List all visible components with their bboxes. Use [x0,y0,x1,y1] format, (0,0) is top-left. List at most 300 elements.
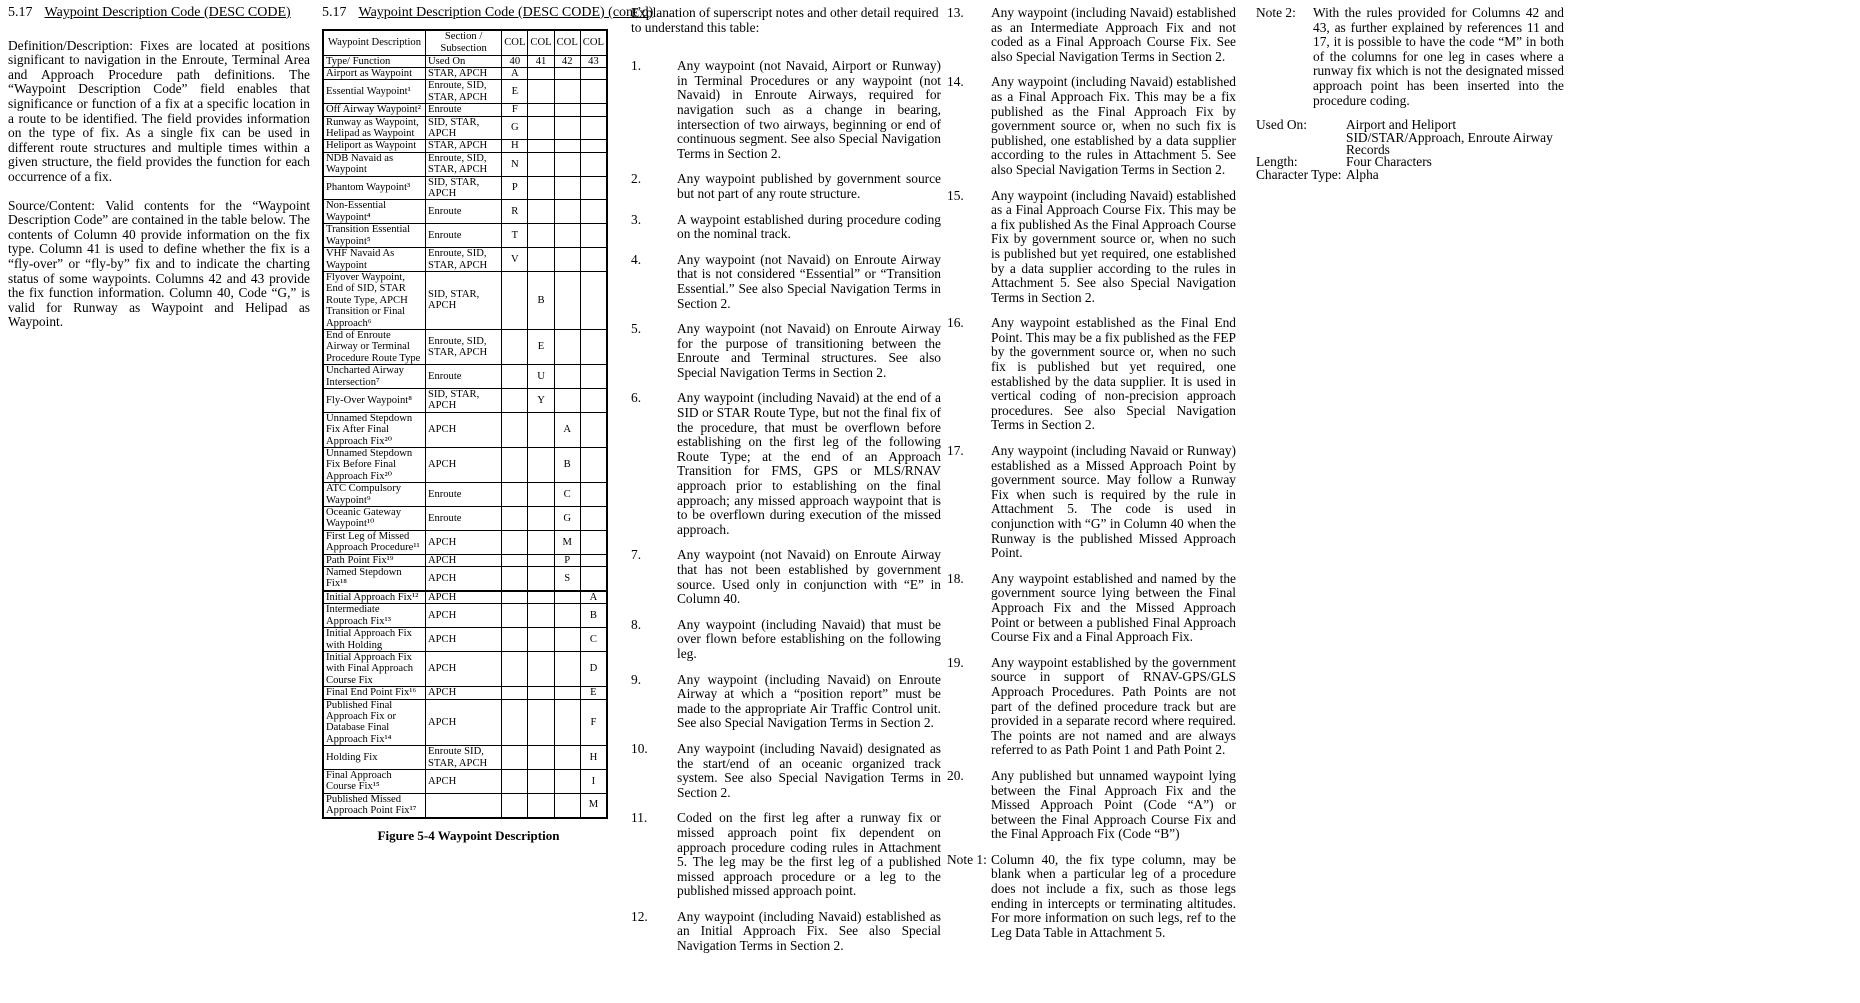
cell-col-41 [528,248,554,272]
cell-section: SID, STAR, APCH [425,116,501,140]
cell-col-43 [580,388,607,412]
cell-col-43 [580,68,607,80]
cell-col-42 [554,365,580,389]
table-row [323,507,607,531]
note-text: Any waypoint (not Navaid, Airport or Runway) in Terminal Procedures or any waypoint (not Navaid) in Enroute Airways, required for navigation such as a change in bearing, intersection of two airways, beginning or end of continuous segment. See also Special Navigation Terms in Section 2. [677,58,941,161]
note-2-label: Note 2: [1256,5,1296,20]
note-text: Any waypoint (including Navaid) on Enroute Airway at which a “position report” must be made to the appropriate Air Traffic Control unit. See also Special Navigation Terms in Section 2. [677,671,941,731]
note-number: 11. [631,810,648,826]
note-number: 18. [947,570,964,586]
cell-description: Unnamed Stepdown Fix Before Final Approach Fix²⁰ [323,448,425,483]
cell-col-40 [502,651,528,686]
note-item [631,548,941,606]
cell-section: Enroute [425,104,501,116]
table-row [323,140,607,152]
cell-col-41: U [528,365,554,389]
cell-col-40 [502,271,528,329]
section-title-cont: Waypoint Description Code (DESC CODE) (cont’d) [358,5,654,20]
note-text: Any waypoint (including Navaid) designated as the start/end of an oceanic organized track system. See also Special Navigation Terms in Section 2. [677,740,941,800]
cell-col-42 [554,628,580,652]
note-number: 20. [947,767,964,783]
note-item [947,572,1236,645]
table-row [323,554,607,566]
cell-col-40 [502,365,528,389]
cell-col-42 [554,591,580,604]
note-item [631,172,941,201]
note-number: 14. [947,74,964,90]
subheader-41: 41 [528,55,554,67]
table-row [323,567,607,591]
table-subheader-row [323,55,607,67]
cell-col-41 [528,152,554,176]
cell-col-40 [502,388,528,412]
cell-col-42: B [554,448,580,483]
cell-col-40 [502,530,528,554]
cell-col-40: F [502,104,528,116]
cell-description: Initial Approach Fix with Final Approach Course Fix [323,651,425,686]
table-body [323,68,607,818]
cell-col-42: P [554,554,580,566]
cell-description: Holding Fix [323,746,425,770]
table-row [323,591,607,604]
cell-col-41: Y [528,388,554,412]
cell-col-40 [502,591,528,604]
cell-section: Enroute, SID, STAR, APCH [425,80,501,104]
cell-col-42 [554,152,580,176]
cell-description: Essential Waypoint¹ [323,80,425,104]
explanation-text: Explanation of superscript notes and other detail required to understand this table: [631,5,939,35]
note-item [631,391,941,537]
cell-section: APCH [425,769,501,793]
table-column [322,5,654,843]
cell-col-41 [528,687,554,699]
cell-col-42 [554,80,580,104]
note-item [631,910,941,954]
length-label: Length: [1256,154,1298,170]
cell-col-42 [554,140,580,152]
cell-col-42 [554,699,580,746]
cell-description: Unnamed Stepdown Fix After Final Approach Fix²⁰ [323,412,425,447]
note-item [947,769,1236,842]
note-number: 12. [631,908,648,924]
cell-section: SID, STAR, APCH [425,388,501,412]
notes-column-3 [1256,6,1564,181]
table-row [323,769,607,793]
cell-col-43: A [580,591,607,604]
cell-description: Heliport as Waypoint [323,140,425,152]
table-row [323,200,607,224]
cell-col-41: E [528,329,554,364]
used-on-value: Airport and Heliport SID/STAR/Approach, Enroute Airway Records [1346,117,1553,157]
cell-section: Enroute [425,483,501,507]
cell-col-41 [528,448,554,483]
cell-col-41 [528,483,554,507]
cell-col-42 [554,116,580,140]
cell-section: Enroute [425,200,501,224]
cell-col-43 [580,329,607,364]
cell-col-40: A [502,68,528,80]
note-item [631,322,941,380]
cell-col-42 [554,604,580,628]
cell-description: NDB Navaid as Waypoint [323,152,425,176]
table-row [323,628,607,652]
note-item [947,75,1236,177]
note-text: Column 40, the fix type column, may be blank when a particular leg of a procedure does not include a fix, such as those legs ending in intercepts or terminating altitudes. For more information on such legs, ref to the Leg Data Table in Attachment 5. [991,851,1236,940]
cell-section: Enroute SID, STAR, APCH [425,746,501,770]
cell-section: APCH [425,567,501,591]
cell-description: Path Point Fix¹⁹ [323,554,425,566]
cell-col-43 [580,271,607,329]
cell-col-43: D [580,651,607,686]
note-number: 19. [947,654,964,670]
cell-col-43 [580,412,607,447]
cell-col-40: P [502,176,528,200]
cell-col-42 [554,68,580,80]
cell-section: Enroute, SID, STAR, APCH [425,152,501,176]
section-title: Waypoint Description Code (DESC CODE) [44,5,291,20]
cell-col-43 [580,152,607,176]
cell-col-43 [580,140,607,152]
table-row [323,104,607,116]
cell-col-40 [502,604,528,628]
cell-col-41 [528,104,554,116]
cell-description: Fly-Over Waypoint⁸ [323,388,425,412]
cell-col-41 [528,567,554,591]
note-text: Any waypoint (not Navaid) on Enroute Airway that has not been established by government source. Used only in conjunction with “E” in Column 40. [677,547,941,607]
note-text: Any waypoint published by government source but not part of any route structure. [677,171,941,201]
note-number: 6. [631,390,642,406]
table-row [323,651,607,686]
section-number: 5.17 [8,5,33,20]
cell-col-40 [502,507,528,531]
cell-col-41 [528,604,554,628]
header-col-41: COL [528,30,554,56]
cell-col-43: F [580,699,607,746]
cell-col-41 [528,793,554,817]
cell-col-40: N [502,152,528,176]
cell-description: Non-Essential Waypoint⁴ [323,200,425,224]
source-text: Source/Content: Valid contents for the “Waypoint Description Code” are contained in the table below. The contents of Column 40 provide information on the fix type. Column 41 is used to define whether the fix is a “fly-over” or “fly-by” fix and to indicate the charting status of some waypoints. Columns 42 and 43 provide the fix function information. Column 40, Code “G,” is valid for Runway as Waypoint and Helipad as Waypoint. [8,197,310,330]
cell-col-41 [528,651,554,686]
note-text: Any waypoint established by the government source in support of RNAV-GPS/GLS Approach Procedures. Path Points are not part of the defined procedure track but are provided in a separate record where required. The points are not named and are always referred to as Path Point 1 and Path Point 2. [991,654,1236,758]
cell-description: Published Missed Approach Point Fix¹⁷ [323,793,425,817]
section-number-cont: 5.17 [322,5,347,20]
note-text: Any waypoint (including Navaid) established as an Initial Approach Fix. See also Special Navigation Terms in Section 2. [677,908,941,954]
cell-section: APCH [425,448,501,483]
cell-col-41 [528,176,554,200]
cell-col-41 [528,140,554,152]
note-item [631,673,941,731]
cell-description: Published Final Approach Fix or Database Final Approach Fix¹⁴ [323,699,425,746]
cell-col-42 [554,769,580,793]
cell-col-40: V [502,248,528,272]
cell-description: VHF Navaid As Waypoint [323,248,425,272]
cell-section: STAR, APCH [425,140,501,152]
cell-col-42 [554,746,580,770]
cell-col-43 [580,530,607,554]
cell-section: APCH [425,687,501,699]
cell-col-42: M [554,530,580,554]
cell-description: End of Enroute Airway or Terminal Procedure Route Type [323,329,425,364]
note-item [947,444,1236,561]
cell-col-41 [528,68,554,80]
field-info [1256,119,1564,181]
note-text: Any waypoint (not Navaid) on Enroute Airway for the purpose of transitioning between the Enroute and Terminal structures. See also Special Navigation Terms in Section 2. [677,321,941,380]
table-row [323,530,607,554]
cell-section: APCH [425,591,501,604]
note-text: Any waypoint (not Navaid) on Enroute Airway that is not considered “Essential” or “Transition Essential.” See also Special Navigation Terms in Section 2. [677,251,941,311]
cell-col-42 [554,271,580,329]
header-col-40: COL [502,30,528,56]
cell-description: Intermediate Approach Fix¹³ [323,604,425,628]
cell-col-41 [528,224,554,248]
note-text: Any waypoint established and named by the government source lying between the Final Approach Fix and the Missed Approach Point or between a published Final Approach Course Fix and a Final Approach Fix. [991,570,1236,645]
cell-col-43 [580,200,607,224]
note-text: Any waypoint (including Navaid) established as a Final Approach Fix. This may be a fix published as the Final Approach Fix by government source or, when no such fix is published, one established by a data supplier according to the rules in Attachment 5. See also Special Navigation Terms in Section 2. [991,74,1236,177]
cell-col-40 [502,329,528,364]
table-row [323,746,607,770]
note-text: Any waypoint (including Navaid) established as an Intermediate Approach Fix and not coded as a Final Approach Course Fix. See also Special Navigation Terms in Section 2. [991,5,1236,64]
cell-col-40: H [502,140,528,152]
cell-col-41 [528,746,554,770]
note-number: 7. [631,547,642,563]
cell-col-42 [554,104,580,116]
cell-col-43: B [580,604,607,628]
subheader-40: 40 [502,55,528,67]
table-row [323,793,607,817]
cell-col-42 [554,651,580,686]
char-type-label: Character Type: [1256,166,1342,182]
cell-col-40 [502,746,528,770]
cell-section: APCH [425,651,501,686]
cell-col-41 [528,507,554,531]
cell-section: Enroute [425,365,501,389]
cell-col-40: E [502,80,528,104]
cell-section: STAR, APCH [425,68,501,80]
cell-section: SID, STAR, APCH [425,176,501,200]
cell-col-42 [554,793,580,817]
note-number: 3. [631,211,642,227]
char-type-value: Alpha [1346,166,1379,182]
cell-col-40: R [502,200,528,224]
note-number: 17. [947,443,964,459]
cell-col-41 [528,554,554,566]
cell-col-43: M [580,793,607,817]
table-row [323,412,607,447]
cell-col-43 [580,224,607,248]
note-item [631,253,941,311]
cell-description: Flyover Waypoint, End of SID, STAR Route Type, APCH Transition or Final Approach⁶ [323,271,425,329]
cell-description: Off Airway Waypoint² [323,104,425,116]
section-heading-cont [322,5,654,21]
note-text: Coded on the first leg after a runway fix or missed approach point fix dependent on approach procedure coding rules in Attachment 5. The leg may be the first leg of a published missed approach procedure or a leg to the published missed approach point. [677,810,941,899]
cell-description: First Leg of Missed Approach Procedure¹¹ [323,530,425,554]
length-value: Four Characters [1346,154,1432,170]
note-text: Any waypoint (including Navaid) established as a Final Approach Course Fix. This may be a fix published As the Final Approach Course Fix by government source or, when no such is published but yet required, one established by a data supplier according to the rules in Attachment 5. See also Special Navigation Terms in Section 2. [991,187,1236,305]
table-row [323,176,607,200]
table-row [323,152,607,176]
cell-col-40 [502,448,528,483]
cell-col-40: G [502,116,528,140]
note-text: Any published but unnamed waypoint lying between the Final Approach Fix and the Missed Approach Point (Code “A”) or between the Final Approach Course Fix and the Final Approach Fix (Code “B”) [991,767,1236,842]
note-number: 4. [631,251,642,267]
cell-col-40 [502,412,528,447]
subheader-used-on: Used On [425,55,501,67]
cell-col-43 [580,554,607,566]
cell-col-43: E [580,687,607,699]
waypoint-description-table [322,29,608,819]
cell-col-43 [580,448,607,483]
table-row [323,68,607,80]
cell-col-42 [554,329,580,364]
cell-col-40 [502,699,528,746]
table-row [323,687,607,699]
note-text: Any waypoint (including Navaid) at the end of a SID or STAR Route Type, but not the final fix of the procedure, that must be overflown before establishing on the first leg of the following Route Type; at the end of an Approach Transition for FMS, GPS or MLS/RNAV approach prior to establishing on the final approach; any missed approach waypoint that is to be overflown during execution of the missed approach. [677,390,941,537]
cell-description: Runway as Waypoint, Helipad as Waypoint [323,116,425,140]
cell-description: ATC Compulsory Waypoint⁹ [323,483,425,507]
cell-section [425,793,501,817]
header-col-42: COL [554,30,580,56]
cell-col-42 [554,388,580,412]
note-item [947,6,1236,64]
cell-description: Oceanic Gateway Waypoint¹⁰ [323,507,425,531]
note-item [947,316,1236,433]
table-row [323,224,607,248]
note-number: 16. [947,315,964,331]
notes-column-2 [947,6,1236,951]
cell-section: Enroute, SID, STAR, APCH [425,329,501,364]
table-row [323,365,607,389]
cell-col-41 [528,116,554,140]
definition-text: Definition/Description: Fixes are located at positions significant to navigation in the Enroute, Terminal Area and Approach Procedure path definitions. The “Waypoint Description Code” field enables that significance or function of a fix at a specific location in a route to be identified. The field provides information on the type of fix. As a single fix can be used in different route structures and multiple times within a given structure, the field provides the function for each occurrence of a fix. [8,37,310,184]
table-row [323,448,607,483]
note-number: 13. [947,5,964,20]
cell-section: Enroute [425,507,501,531]
cell-col-43 [580,116,607,140]
section-heading [8,6,310,21]
cell-section: APCH [425,628,501,652]
note-number: 9. [631,671,642,687]
notes-list-2 [947,6,1236,940]
note-text: Any waypoint (including Navaid) that must be over flown before establishing on the following leg. [677,616,941,661]
cell-section: Enroute, SID, STAR, APCH [425,248,501,272]
cell-col-42 [554,200,580,224]
note-item [947,656,1236,758]
cell-col-41: B [528,271,554,329]
cell-col-41 [528,591,554,604]
note-item [631,59,941,161]
note-text: A waypoint established during procedure coding on the nominal track. [677,211,941,242]
cell-col-43: H [580,746,607,770]
note-number: 10. [631,740,648,756]
cell-col-42: G [554,507,580,531]
header-col-43: COL [580,30,607,56]
cell-section: APCH [425,412,501,447]
note-text: Any waypoint (including Navaid or Runway) established as a Missed Approach Point by government source. May follow a Runway Fix when such is required by the rule in Attachment 5. The code is used in conjunction with “G” in Column 40 when the Runway is the published Missed Approach Point. [991,443,1236,561]
note-2 [1256,6,1564,108]
cell-section: APCH [425,604,501,628]
cell-description: Initial Approach Fix with Holding [323,628,425,652]
cell-col-40 [502,769,528,793]
note-number: 1. [631,58,642,74]
cell-col-42 [554,224,580,248]
cell-col-40 [502,793,528,817]
table-row [323,483,607,507]
cell-col-43 [580,176,607,200]
cell-col-40: T [502,224,528,248]
table-row [323,699,607,746]
cell-description: Final End Point Fix¹⁶ [323,687,425,699]
note-number: 15. [947,187,964,203]
cell-col-43 [580,507,607,531]
cell-col-43 [580,567,607,591]
cell-col-43 [580,483,607,507]
note-number: 2. [631,171,642,187]
cell-col-41 [528,699,554,746]
cell-col-42: S [554,567,580,591]
cell-col-41 [528,80,554,104]
table-row [323,248,607,272]
cell-col-41 [528,530,554,554]
note-item [947,853,1236,941]
table-header-row [323,30,607,56]
table-row [323,80,607,104]
cell-section: APCH [425,554,501,566]
cell-section: Enroute [425,224,501,248]
note-number: 5. [631,321,642,337]
cell-col-43: C [580,628,607,652]
cell-col-42 [554,248,580,272]
definition-column [8,6,310,344]
note-item [631,213,941,242]
table-row [323,116,607,140]
cell-col-42 [554,176,580,200]
note-number: 8. [631,616,642,632]
table-row [323,329,607,364]
note-item [631,811,941,899]
cell-col-40 [502,567,528,591]
cell-description: Initial Approach Fix¹² [323,591,425,604]
cell-col-41 [528,200,554,224]
note-2-text: With the rules provided for Columns 42 and 43, as further explained by references 11 and 17, it is possible to have the code “M” in both of the columns for one leg in cases where a runway fix which is not the designated missed approach point has been inserted into the procedure coding. [1313,5,1564,108]
table-row [323,271,607,329]
cell-col-40 [502,483,528,507]
note-item [631,742,941,800]
cell-col-40 [502,687,528,699]
note-number: Note 1: [947,851,987,867]
cell-section: APCH [425,530,501,554]
subheader-42: 42 [554,55,580,67]
table-row [323,388,607,412]
cell-col-43 [580,104,607,116]
subheader-43: 43 [580,55,607,67]
header-waypoint-description: Waypoint Description [323,30,425,56]
cell-col-41 [528,628,554,652]
note-item [631,618,941,662]
subheader-type: Type/ Function [323,55,425,67]
cell-section: SID, STAR, APCH [425,271,501,329]
cell-description: Airport as Waypoint [323,68,425,80]
notes-list-1 [631,59,941,953]
used-on-label: Used On: [1256,117,1307,133]
cell-description: Phantom Waypoint³ [323,176,425,200]
cell-col-42: C [554,483,580,507]
note-text: Any waypoint established as the Final End Point. This may be a fix published as the FEP by the government source or, when no such fix is published but yet required, one established by the data supplier. It is used in vertical coding of non-precision approach procedures. See also Special Navigation Terms in Section 2. [991,315,1236,433]
table-row [323,604,607,628]
cell-section: APCH [425,699,501,746]
cell-col-43 [580,80,607,104]
cell-description: Final Approach Course Fix¹⁵ [323,769,425,793]
